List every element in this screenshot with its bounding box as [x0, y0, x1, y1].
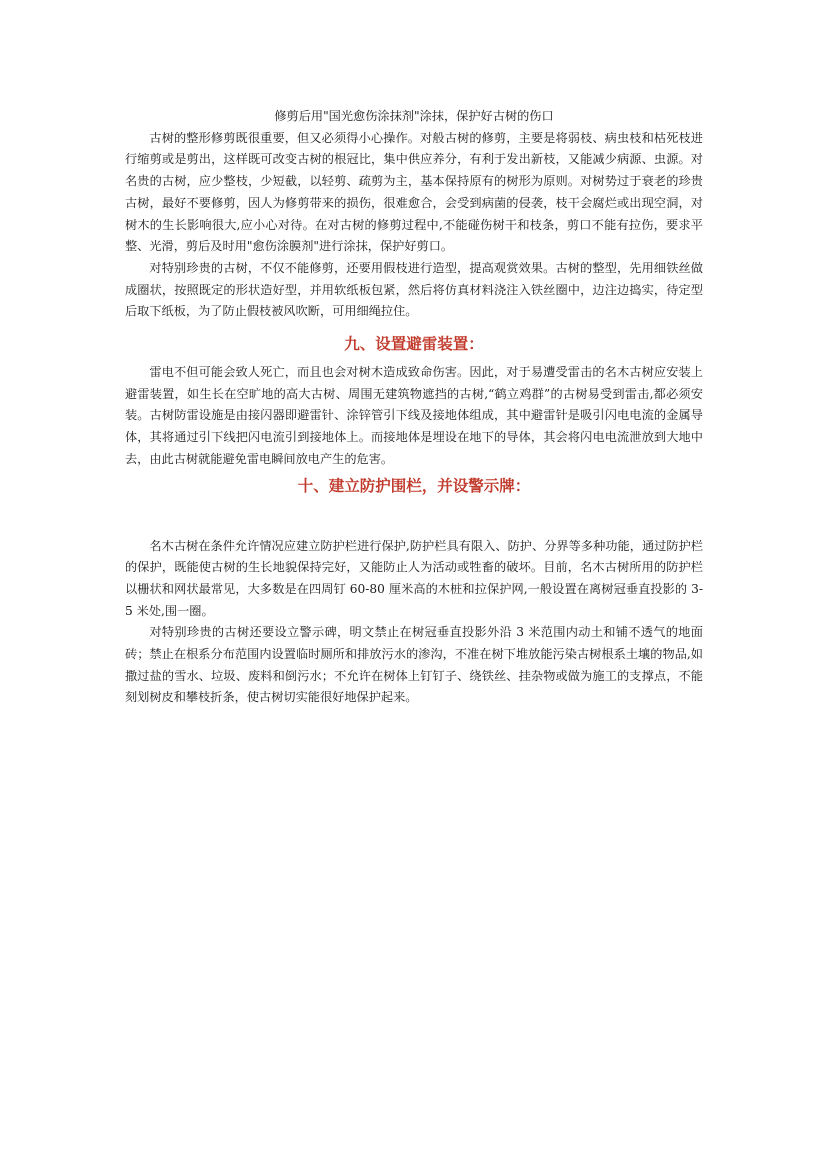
section-heading-fence: 十、建立防护围栏，并设警示牌： — [297, 475, 531, 495]
paragraph-lightning: 雷电不但可能会致人死亡，而且也会对树木造成致命伤害。因此，对于易遭受雷击的名木古树应安装上避雷装置，如生长在空旷地的高大古树、周围无建筑物遮挡的古树,“鹤立鸡群”的古树易受到雷击,都必须安装。古树防雷设施是由接闪器即避雷针、涂锌管引下线及接地体组成，其中避雷针是吸引闪电电流的金属导体，其将通过引下线把闪电流引到接地体上。而接地体是埋设在地下的导体，其会将闪电电流泄放到大地中去，由此古树就能避免雷电瞬间放电产生的危害。 — [125, 365, 703, 466]
section-heading-lightning: 九、设置避雷装置： — [344, 334, 484, 354]
paragraph-warning-sign: 对特别珍贵的古树还要设立警示碑，明文禁止在树冠垂直投影外沿 3 米范围内动土和铺不透气的地面砖；禁止在根系分布范围内设置临时厕所和排放污水的渗沟，不准在树下堆放能污染古树根系土壤的物品,如撒过盐的雪水、垃圾、废料和倒污水；不允许在树体上钉钉子、绕铁丝、挂杂物或做为施工的支撑点，不能刻划树皮和攀枝折条，使古树切实能很好地保护起来。 — [125, 625, 703, 705]
document-body — [125, 106, 703, 709]
paragraph-shaping: 对特别珍贵的古树，不仅不能修剪，还要用假枝进行造型，提高观赏效果。古树的整型，先用细铁丝做成圈状，按照既定的形状造好型，并用软纸板包紧，然后将仿真材料浇注入铁丝圈中，边注边捣实，待定型后取下纸板，为了防止假枝被风吹断，可用细绳拉住。 — [125, 260, 703, 319]
section-spacer — [125, 498, 703, 536]
image-caption: 修剪后用"国光愈伤涂抹剂"涂抹，保护好古树的伤口 — [274, 109, 554, 123]
paragraph-fence: 名木古树在条件允许情况应建立防护栏进行保护,防护栏具有限入、防护、分界等多种功能，通过防护栏的保护，既能使古树的生长地貌保持完好，又能防止人为活动或牲畜的破坏。目前，名木古树所用的防护栏以栅状和网状最常见，大多数是在四周钉 60-80 厘米高的木桩和拉保护网,一般设置在离树冠垂直投影的 3-5 米处,围一圈。 — [125, 538, 703, 618]
paragraph-pruning: 古树的整形修剪既很重要，但又必须得小心操作。对般古树的修剪，主要是将弱枝、病虫枝和枯死枝进行缩剪或是剪出，这样既可改变古树的根冠比，集中供应养分，有利于发出新枝，又能减少病源、虫源。对名贵的古树，应少整枝，少短截，以轻剪、疏剪为主，基本保持原有的树形为原则。对树势过于衰老的珍贵古树，最好不要修剪，因人为修剪带来的损伤，很难愈合，会受到病菌的侵袭，枝干会腐烂或出现空洞，对树木的生长影响很大,应小心对待。在对古树的修剪过程中,不能碰伤树干和枝条，剪口不能有拉伤，要求平整、光滑，剪后及时用"愈伤涂膜剂"进行涂抹，保护好剪口。 — [125, 130, 703, 254]
